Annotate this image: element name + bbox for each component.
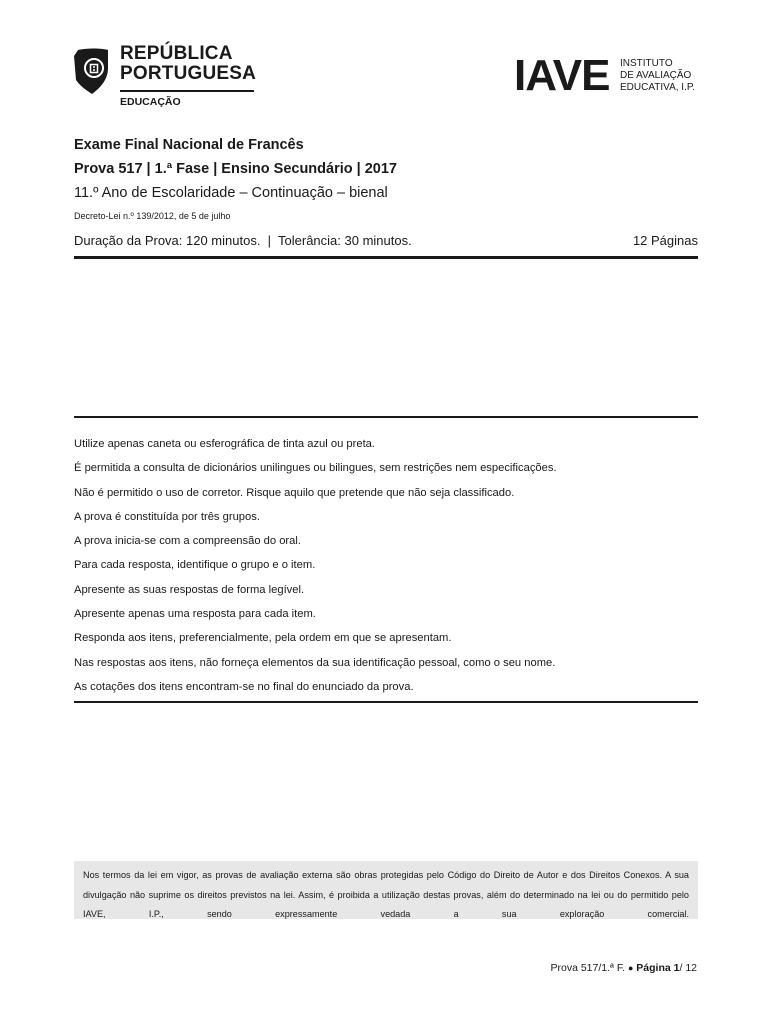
iave-institute-name [620,58,695,94]
instructions-top-divider [74,416,698,418]
instruction-item: A prova é constituída por três grupos. [74,510,260,523]
footer-bullet: ● [627,963,634,973]
footer-prova: Prova 517/1.ª F. [550,962,626,974]
exam-title-block [74,136,698,222]
instruction-item: Não é permitido o uso de corretor. Risque aquilo que pretende que não seja classificado. [74,486,515,499]
footer-page-label: Página 1 [636,962,680,974]
exam-decree: Decreto-Lei n.º 139/2012, de 5 de julho [74,211,231,221]
instructions-list [74,432,698,699]
exam-subtitle: Prova 517 | 1.ª Fase | Ensino Secundário | 2017 [74,161,397,177]
logo-republica-text: REPÚBLICA [120,43,233,64]
exam-page-count: 12 Páginas [632,233,698,248]
instruction-item: A prova inicia-se com a compreensão do oral. [74,535,301,548]
copyright-notice: Nos termos da lei em vigor, as provas de avaliação externa são obras protegidas pelo Código do Direito de Autor e dos Direitos Conexos. A sua divulgação não suprime os direitos previstos na lei. Assim, é proibida a utilização destas provas, além do determinado na lei ou do permitido pelo IAVE, I.P., sendo expressamente vedada a sua exploração comercial. [74,861,698,919]
iave-sub-line-1: INSTITUTO [620,58,673,69]
instruction-item: Responda aos itens, preferencialmente, pela ordem em que se apresentam. [74,632,452,645]
instruction-item: Utilize apenas caneta ou esferográfica de tinta azul ou preta. [74,438,376,450]
instruction-item: Nas respostas aos itens, não forneça elementos da sua identificação pessoal, como o seu nome. [74,656,556,669]
logo-divider [120,90,254,92]
iave-sub-line-3: EDUCATIVA, I.P. [620,82,696,93]
instruction-item: Apresente apenas uma resposta para cada item. [74,608,316,621]
logo-portuguesa-text: PORTUGUESA [120,63,257,84]
iave-logo [514,51,714,102]
portugal-emblem-icon [72,46,110,96]
iave-mark: IAVE [514,51,610,100]
iave-sub-line-2: DE AVALIAÇÃO [620,70,692,81]
instruction-item: Para cada resposta, identifique o grupo e o item. [74,559,316,572]
instruction-item: As cotações dos itens encontram-se no final do enunciado da prova. [74,680,414,693]
instruction-item: É permitida a consulta de dicionários unilingues ou bilingues, sem restrições nem especificações. [74,462,557,475]
exam-title: Exame Final Nacional de Francês [74,137,304,153]
exam-duration: Duração da Prova: 120 minutos. | Tolerância: 30 minutos. [74,233,412,248]
instruction-item: Apresente as suas respostas de forma legível. [74,583,305,596]
logo-educacao-text: EDUCAÇÃO [120,96,181,108]
page-footer [551,961,698,975]
republica-portuguesa-logo [72,44,272,112]
exam-year-info: 11.º Ano de Escolaridade – Continuação – bienal [74,185,388,201]
header-divider [74,256,698,259]
instructions-bottom-divider [74,701,698,703]
duration-row [74,233,698,249]
footer-page-total: / 12 [679,962,697,974]
